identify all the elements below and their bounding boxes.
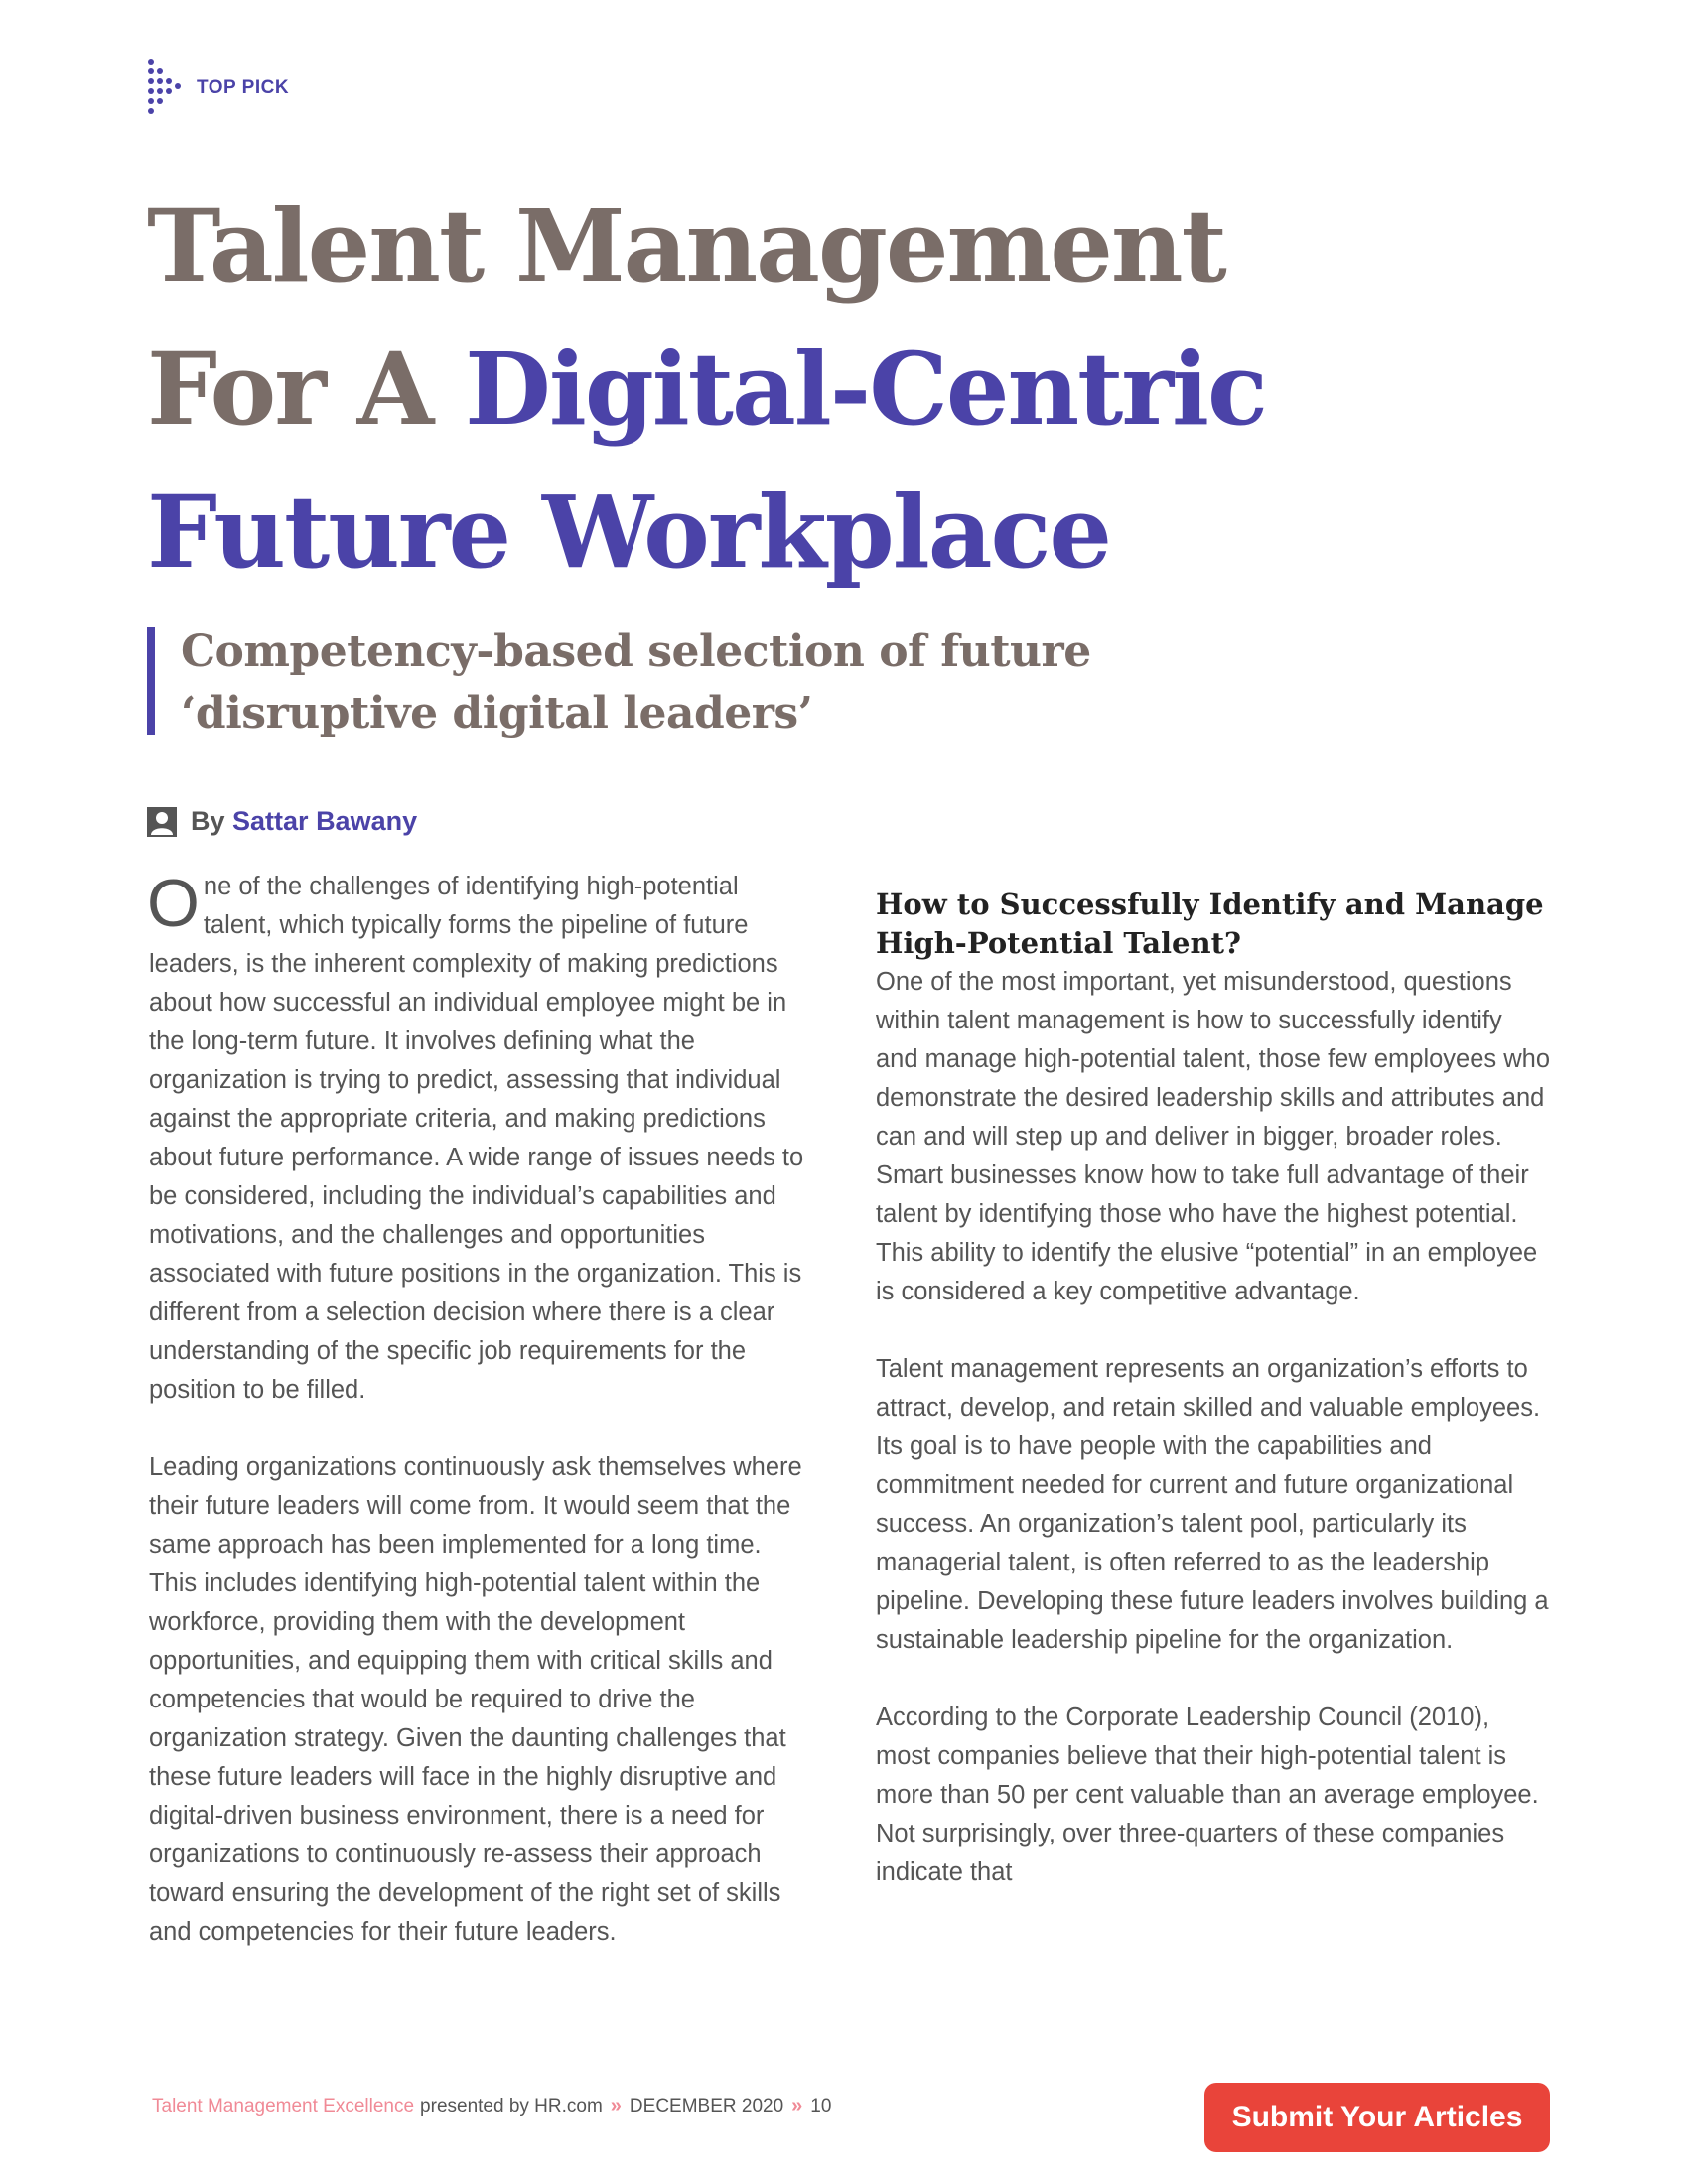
article-title: [147, 175, 1266, 604]
drop-cap: O: [147, 866, 200, 941]
title-line-3: Future Workplace: [147, 474, 1111, 591]
author-name[interactable]: Sattar Bawany: [232, 806, 418, 836]
title-line-2-start: For A: [147, 331, 466, 448]
magazine-name[interactable]: Talent Management Excellence: [152, 2095, 415, 2116]
right-column: [876, 868, 1551, 1931]
issue-date: DECEMBER 2020: [629, 2095, 784, 2116]
subtitle-accent-bar: [147, 627, 155, 735]
chevron-right-icon-2: »: [791, 2095, 803, 2116]
byline-prefix: By: [191, 806, 225, 836]
byline: [147, 806, 417, 837]
section-tag: [147, 58, 289, 119]
left-paragraph-2: Leading organizations continuously ask themselves where their future leaders will come from. It would seem that the same approach has been implemented for a long time. This includes identifying high-potential talent within the workforce, providing them with the development opportunities, and equipping them with critical skills and competencies that would be required to drive the organization strategy. Given the daunting challenges that these future leaders will face in the highly disruptive and digital-driven business environment, there is a need for organizations to continuously re-assess their approach toward ensuring the development of the right set of skills and competencies for their future leaders.: [149, 1453, 802, 1946]
left-paragraph-1: [149, 868, 804, 1410]
right-paragraph-2: Talent management represents an organization’s efforts to attract, develop, and retain skilled and valuable employees. Its goal is to have people with the capabilities and commitment needed for current and future organizational success. An organization’s talent pool, particularly its managerial talent, is often referred to as the leadership pipeline. Developing these future leaders involves building a sustainable leadership pipeline for the organization.: [876, 1355, 1549, 1654]
presented-by: presented by HR.com: [420, 2095, 603, 2116]
page-footer: [152, 2095, 831, 2117]
title-line-1: Talent Management: [147, 188, 1225, 305]
left-paragraph-1-text: ne of the challenges of identifying high-potential talent, which typically forms the pipeline of future leaders, is the inherent complexity of making predictions about how successful an individual employee might be in the long-term future. It involves defining what the organization is trying to predict, assessing that individual against the appropriate criteria, and making predictions about future performance. A wide range of issues needs to be considered, including the individual’s capabilities and motivations, and the challenges and opportunities associated with future positions in the organization. This is different from a selection decision where there is a clear understanding of the specific job requirements for the position to be filled.: [149, 873, 804, 1404]
title-line-2-accent: Digital-Centric: [465, 331, 1266, 448]
left-column: [149, 868, 804, 1990]
page-number: 10: [810, 2095, 832, 2116]
submit-articles-button[interactable]: Submit Your Articles: [1204, 2083, 1550, 2152]
section-heading: How to Successfully Identify and Manage High-Potential Talent?: [876, 887, 1544, 960]
title-line-2: [147, 318, 1266, 461]
article-subtitle: Competency-based selection of future ‘disruptive digital leaders’: [181, 626, 1091, 739]
dotted-arrow-icon: [147, 58, 183, 119]
right-paragraph-3: According to the Corporate Leadership Council (2010), most companies believe that their high-potential talent is more than 50 per cent valuable than an average employee. Not surprisingly, over three-quarters of these companies indicate that: [876, 1704, 1539, 1886]
chevron-right-icon: »: [610, 2095, 622, 2116]
person-icon: [147, 807, 177, 837]
section-label: TOP PICK: [197, 77, 290, 98]
right-paragraph-1: One of the most important, yet misunderstood, questions within talent management is how to successfully identify and manage high-potential talent, those few employees who demonstrate the desired leadership skills and attributes and can and will step up and deliver in bigger, broader roles. Smart businesses know how to take full advantage of their talent by identifying those who have the highest potential. This ability to identify the elusive “potential” in an employee is considered a key competitive advantage.: [876, 968, 1551, 1305]
